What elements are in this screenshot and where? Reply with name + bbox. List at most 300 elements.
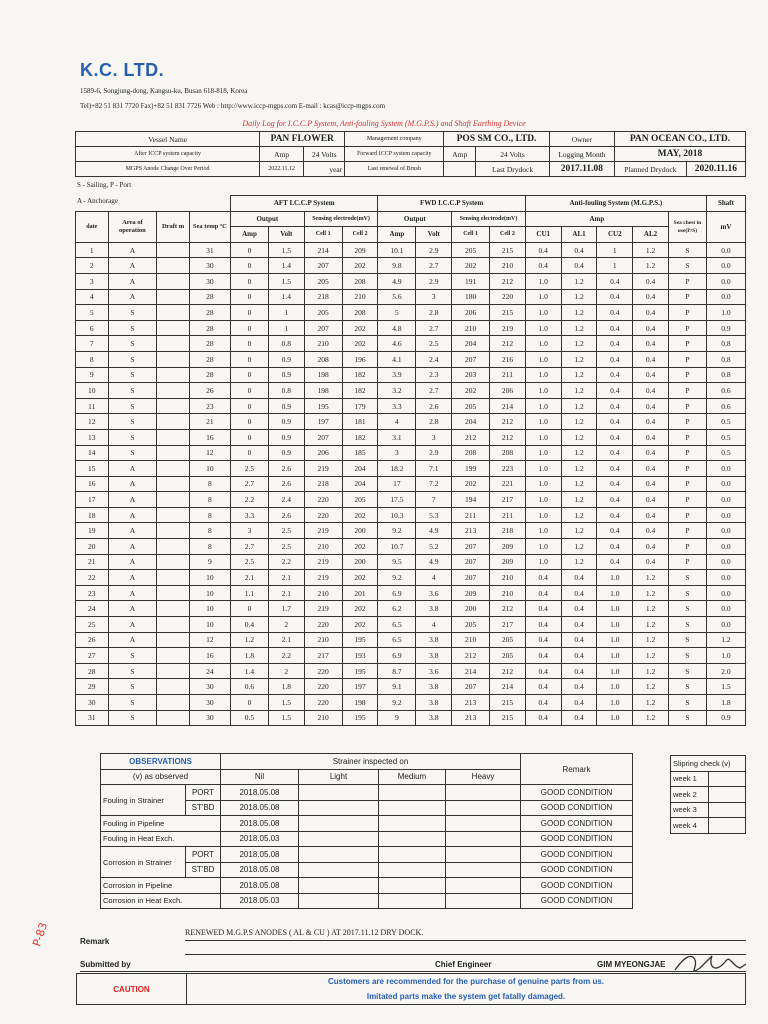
table-cell: 3.6 (416, 663, 452, 679)
table-cell: A (108, 632, 157, 648)
table-cell: 210 (490, 585, 526, 601)
table-cell: 0.4 (525, 601, 561, 617)
table-cell: 8 (189, 523, 230, 539)
table-cell: 214 (452, 663, 490, 679)
table-cell: 1.0 (597, 617, 633, 633)
table-cell: 0.6 (230, 679, 268, 695)
table-cell: S (668, 242, 706, 258)
mgmt-company: POS SM CO., LTD. (444, 132, 550, 147)
table-cell: 1.2 (633, 601, 669, 617)
obs-remark: GOOD CONDITION (521, 878, 633, 894)
table-cell: 2.8 (416, 305, 452, 321)
table-cell: 205 (304, 273, 342, 289)
table-cell: 3.8 (416, 632, 452, 648)
table-cell: 4.8 (378, 320, 416, 336)
table-cell: 212 (490, 414, 526, 430)
table-cell: 212 (490, 663, 526, 679)
table-cell: 0.4 (633, 289, 669, 305)
table-row (76, 648, 746, 664)
table-cell: P (668, 476, 706, 492)
obs-date: 2018.05.08 (221, 800, 299, 816)
table-cell: 202 (452, 383, 490, 399)
month-label: Logging Month (549, 147, 614, 162)
table-cell: P (668, 507, 706, 523)
table-cell: 1.0 (525, 289, 561, 305)
table-cell: 10 (189, 585, 230, 601)
table-cell: 207 (304, 429, 342, 445)
aft-sensing-header: Sensing electrode(mV) (304, 211, 378, 227)
table-cell: P (668, 367, 706, 383)
table-cell: 0.6 (706, 383, 745, 399)
table-cell: 30 (76, 695, 109, 711)
table-cell: S (668, 258, 706, 274)
aft-output-header: Output (230, 211, 304, 227)
table-cell: 8 (76, 351, 109, 367)
table-cell: 0.0 (706, 617, 745, 633)
table-cell: S (668, 710, 706, 726)
table-cell: 30 (189, 679, 230, 695)
table-cell: S (108, 679, 157, 695)
slipring-check (709, 818, 746, 834)
table-row (76, 242, 746, 258)
table-cell: 18 (76, 507, 109, 523)
table-cell: 1.2 (561, 367, 597, 383)
table-cell: 0 (230, 695, 268, 711)
table-cell: 15 (76, 461, 109, 477)
obs-heavy (446, 831, 521, 847)
table-cell: 0.0 (706, 601, 745, 617)
table-cell: 0.4 (561, 570, 597, 586)
legend-line-1: S - Sailing, P - Port (77, 181, 132, 189)
table-cell: S (108, 383, 157, 399)
obs-date: 2018.05.08 (221, 847, 299, 863)
table-cell: 0.4 (561, 679, 597, 695)
table-cell: 2.4 (416, 351, 452, 367)
table-cell (157, 554, 190, 570)
table-cell: 12 (189, 632, 230, 648)
table-cell: 210 (452, 320, 490, 336)
table-cell: 1.2 (633, 710, 669, 726)
cu1-col: CU1 (525, 227, 561, 243)
table-cell: 213 (452, 695, 490, 711)
table-cell: 2.5 (268, 523, 304, 539)
table-cell: 220 (304, 617, 342, 633)
table-cell: 24 (76, 601, 109, 617)
table-cell: S (668, 695, 706, 711)
obs-label: Corrosion in Heat Exch. (101, 893, 221, 909)
table-row (76, 414, 746, 430)
table-cell: 25 (76, 617, 109, 633)
table-cell: 0.5 (706, 429, 745, 445)
table-row (76, 570, 746, 586)
table-cell: 6.5 (378, 617, 416, 633)
last-drydock: 2017.11.08 (549, 162, 614, 177)
table-cell: 185 (342, 445, 378, 461)
table-cell: 0.4 (633, 383, 669, 399)
slipring-check (709, 802, 746, 818)
table-cell: 208 (304, 351, 342, 367)
table-cell: 182 (342, 429, 378, 445)
table-cell: 0 (230, 445, 268, 461)
table-cell: 203 (452, 367, 490, 383)
table-row (76, 710, 746, 726)
obs-medium (379, 878, 446, 894)
table-cell (157, 398, 190, 414)
table-cell: 209 (342, 242, 378, 258)
table-cell: S (668, 617, 706, 633)
log-rows (76, 242, 746, 725)
table-cell: 1.0 (525, 351, 561, 367)
table-cell: 22 (76, 570, 109, 586)
table-cell: 0.4 (525, 632, 561, 648)
table-cell: 0.9 (706, 320, 745, 336)
table-cell: A (108, 617, 157, 633)
drydock-label: Last Drydock (476, 162, 550, 177)
table-row (76, 554, 746, 570)
table-cell: P (668, 414, 706, 430)
table-cell: 1.2 (706, 632, 745, 648)
table-cell: 4.9 (416, 523, 452, 539)
table-cell: 0.4 (561, 585, 597, 601)
table-cell: 1.2 (633, 585, 669, 601)
table-cell: 223 (490, 461, 526, 477)
table-cell: 0.4 (633, 367, 669, 383)
slipring-check (709, 787, 746, 803)
table-cell: 1.8 (706, 695, 745, 711)
table-cell: 2.6 (268, 507, 304, 523)
table-cell: 2.5 (416, 336, 452, 352)
obs-light (299, 878, 379, 894)
obs-heavy (446, 893, 521, 909)
table-cell: 205 (452, 398, 490, 414)
table-cell: 1 (597, 242, 633, 258)
table-cell: 214 (490, 679, 526, 695)
area-header: Area of operation (108, 211, 157, 242)
table-cell: 31 (189, 242, 230, 258)
table-cell: S (108, 663, 157, 679)
brush-value (444, 162, 476, 177)
nil-header: Nil (221, 769, 299, 785)
aft-iccp-header: AFT I.C.C.P System (230, 196, 377, 212)
al1-col: AL1 (561, 227, 597, 243)
table-cell: 1.2 (561, 305, 597, 321)
table-cell: 0.0 (706, 461, 745, 477)
af-amp-header: Amp (525, 211, 668, 227)
table-cell: 2.9 (416, 445, 452, 461)
light-header: Light (299, 769, 379, 785)
table-cell (157, 258, 190, 274)
table-cell: 212 (490, 336, 526, 352)
table-cell: P (668, 429, 706, 445)
table-cell: 0.4 (597, 336, 633, 352)
table-cell: 211 (452, 507, 490, 523)
table-row (76, 336, 746, 352)
table-cell: 1.4 (268, 289, 304, 305)
table-cell: 210 (452, 632, 490, 648)
fwd-amp: Amp (444, 147, 476, 162)
table-cell: 2.3 (416, 367, 452, 383)
table-cell: 199 (452, 461, 490, 477)
table-cell (157, 429, 190, 445)
obs-date: 2018.05.08 (221, 816, 299, 832)
table-cell: 0 (230, 289, 268, 305)
table-row (76, 476, 746, 492)
obs-remark: GOOD CONDITION (521, 816, 633, 832)
table-cell: 0.8 (706, 367, 745, 383)
table-cell: 1.7 (268, 601, 304, 617)
obs-sub: PORT (186, 785, 221, 801)
table-cell: A (108, 273, 157, 289)
table-cell: 9 (189, 554, 230, 570)
table-cell: P (668, 492, 706, 508)
date-header: date (76, 211, 109, 242)
slipring-title: Slipring check (v) (671, 756, 746, 772)
mgmt-label: Management company (345, 132, 444, 147)
obs-remark: GOOD CONDITION (521, 847, 633, 863)
table-cell: 28 (189, 351, 230, 367)
table-cell: 219 (304, 554, 342, 570)
table-cell: 10.1 (378, 242, 416, 258)
table-cell: 0.0 (706, 523, 745, 539)
table-row (76, 585, 746, 601)
obs-label: Fouling in Heat Exch. (101, 831, 221, 847)
table-row (76, 601, 746, 617)
table-cell: 198 (342, 695, 378, 711)
table-cell: 206 (490, 383, 526, 399)
table-cell: 212 (490, 601, 526, 617)
table-cell: 208 (490, 445, 526, 461)
aft-amp-col: Amp (230, 227, 268, 243)
table-cell: 219 (490, 320, 526, 336)
table-cell: 1.2 (633, 632, 669, 648)
obs-remark: GOOD CONDITION (521, 862, 633, 878)
table-cell (157, 523, 190, 539)
table-cell: 1.2 (561, 336, 597, 352)
table-row (76, 445, 746, 461)
table-cell: 200 (452, 601, 490, 617)
obs-sub: ST'BD (186, 800, 221, 816)
as-observed-header: (v) as observed (101, 769, 221, 785)
table-cell: 0.0 (706, 539, 745, 555)
anode-unit: year (304, 162, 345, 177)
table-cell (157, 617, 190, 633)
anode-period-label: MGPS Anode Change Over Period (76, 162, 260, 177)
table-cell: 0.4 (597, 305, 633, 321)
table-cell: 1.2 (633, 695, 669, 711)
table-cell: 195 (342, 632, 378, 648)
table-cell: 9.2 (378, 570, 416, 586)
obs-light (299, 893, 379, 909)
aft-cell1-col: Cell 1 (304, 227, 342, 243)
table-cell: 202 (342, 601, 378, 617)
table-cell: 27 (76, 648, 109, 664)
table-cell: 0.4 (597, 429, 633, 445)
table-cell: 10 (189, 601, 230, 617)
table-row (76, 695, 746, 711)
company-contact: Tel)+82 51 831 7720 Fax)+82 51 831 7726 Web : http://www.iccp-mgps.com E-mail : kcas@iccp-mgps.com (80, 102, 386, 110)
table-cell: 1.0 (525, 445, 561, 461)
table-cell: 1 (268, 320, 304, 336)
seatemp-header: Sea temp ºC (189, 211, 230, 242)
table-cell: 219 (304, 523, 342, 539)
table-cell (157, 648, 190, 664)
antifouling-header: Anti-fouling System (M.G.P.S.) (525, 196, 706, 212)
table-cell: 1.2 (561, 476, 597, 492)
table-cell: 0.4 (597, 539, 633, 555)
table-cell: 28 (189, 320, 230, 336)
brush-label: Last renewal of Brush (345, 162, 444, 177)
table-cell (157, 632, 190, 648)
table-cell: 220 (304, 507, 342, 523)
table-cell: 200 (342, 523, 378, 539)
table-cell: 0.8 (268, 336, 304, 352)
table-cell: 0 (230, 242, 268, 258)
table-cell: 2.7 (416, 258, 452, 274)
table-cell (157, 507, 190, 523)
table-cell: 0.4 (561, 617, 597, 633)
table-cell: 1.0 (525, 320, 561, 336)
table-cell: 1.2 (561, 398, 597, 414)
fwd-amp-col: Amp (378, 227, 416, 243)
table-cell: 16 (76, 476, 109, 492)
table-cell: 0.4 (633, 398, 669, 414)
slipring-check (709, 771, 746, 787)
table-cell: P (668, 461, 706, 477)
table-cell: 204 (342, 476, 378, 492)
table-cell: 0.5 (230, 710, 268, 726)
table-cell: 0.4 (525, 242, 561, 258)
table-cell: P (668, 398, 706, 414)
table-cell: 1.0 (525, 429, 561, 445)
table-row (76, 398, 746, 414)
table-cell: 0.9 (268, 414, 304, 430)
fwd-cell1-col: Cell 1 (452, 227, 490, 243)
table-cell: 2.5 (268, 539, 304, 555)
table-cell: 211 (490, 367, 526, 383)
table-cell: 3 (416, 289, 452, 305)
table-cell (157, 242, 190, 258)
table-cell: 0.4 (633, 351, 669, 367)
table-cell: S (668, 679, 706, 695)
table-cell: 0.0 (706, 289, 745, 305)
table-cell: 1.0 (706, 648, 745, 664)
table-cell: 0 (230, 258, 268, 274)
table-cell: 0.0 (706, 258, 745, 274)
table-cell: S (668, 585, 706, 601)
table-cell: 204 (452, 336, 490, 352)
table-cell: 205 (490, 648, 526, 664)
table-cell: 1.2 (561, 554, 597, 570)
table-cell: 0.4 (633, 336, 669, 352)
table-cell: S (108, 445, 157, 461)
table-cell: 3.8 (416, 648, 452, 664)
table-cell: 1.0 (525, 507, 561, 523)
logging-month: MAY, 2018 (614, 147, 745, 162)
table-row (76, 507, 746, 523)
table-cell: 5.2 (416, 539, 452, 555)
table-cell: 210 (342, 289, 378, 305)
table-cell: 1.2 (561, 523, 597, 539)
table-cell: 211 (490, 507, 526, 523)
table-cell: 210 (304, 585, 342, 601)
table-cell: 2.1 (268, 632, 304, 648)
table-cell: 21 (189, 414, 230, 430)
table-cell: 1.2 (561, 351, 597, 367)
table-cell: 9.1 (378, 679, 416, 695)
slipring-table (670, 755, 746, 834)
caution-line-2: Imitated parts make the system get fatally damaged. (366, 992, 566, 1001)
table-cell: 0.5 (706, 445, 745, 461)
fwd-capacity-label: Forward ICCP system capacity (345, 147, 444, 162)
table-cell: 1.0 (597, 585, 633, 601)
table-cell: 0.4 (230, 617, 268, 633)
table-cell: 0.9 (268, 429, 304, 445)
table-cell: 30 (189, 695, 230, 711)
mv-header: mV (706, 211, 745, 242)
table-cell: P (668, 336, 706, 352)
caution-line-1: Customers are recommended for the purchase of genuine parts from us. (327, 977, 605, 986)
table-cell: 0 (230, 383, 268, 399)
table-cell: 6.9 (378, 585, 416, 601)
fwd-iccp-header: FWD I.C.C.P System (378, 196, 525, 212)
table-cell: P (668, 445, 706, 461)
obs-date: 2018.05.03 (221, 893, 299, 909)
table-cell: 1.0 (525, 273, 561, 289)
table-cell: 0.4 (525, 585, 561, 601)
table-cell: 0 (230, 320, 268, 336)
table-cell: P (668, 273, 706, 289)
aft-capacity-label: After ICCP system capacity (76, 147, 260, 162)
table-cell (157, 289, 190, 305)
chief-engineer-label: Chief Engineer (435, 960, 492, 969)
table-cell: 191 (452, 273, 490, 289)
table-cell: 0.4 (561, 648, 597, 664)
table-cell: 0.4 (633, 492, 669, 508)
table-cell: 0.4 (525, 679, 561, 695)
table-cell: 2.7 (230, 476, 268, 492)
table-cell: 0.4 (633, 445, 669, 461)
table-cell: 202 (342, 258, 378, 274)
table-cell: 1.2 (561, 492, 597, 508)
obs-light (299, 800, 379, 816)
table-cell: 2.2 (230, 492, 268, 508)
table-row (76, 305, 746, 321)
table-row (76, 320, 746, 336)
table-cell: 0.4 (597, 383, 633, 399)
table-cell: S (108, 710, 157, 726)
table-cell: 212 (490, 429, 526, 445)
table-cell: 1.2 (633, 663, 669, 679)
table-cell: S (108, 305, 157, 321)
table-row (76, 258, 746, 274)
table-cell: 0.4 (525, 570, 561, 586)
table-cell: 0.4 (633, 507, 669, 523)
table-cell: 0.4 (633, 305, 669, 321)
table-cell: 1.2 (561, 507, 597, 523)
table-cell: 205 (452, 617, 490, 633)
table-cell: 0.0 (706, 585, 745, 601)
table-cell: 0.4 (633, 320, 669, 336)
table-cell: 205 (304, 305, 342, 321)
table-cell: 2.9 (416, 273, 452, 289)
table-cell: 10 (189, 617, 230, 633)
table-cell: 0.0 (706, 507, 745, 523)
aft-cell2-col: Cell 2 (342, 227, 378, 243)
table-cell: 11 (76, 398, 109, 414)
table-row (76, 273, 746, 289)
table-cell: 6.2 (378, 601, 416, 617)
table-cell: 5 (76, 305, 109, 321)
